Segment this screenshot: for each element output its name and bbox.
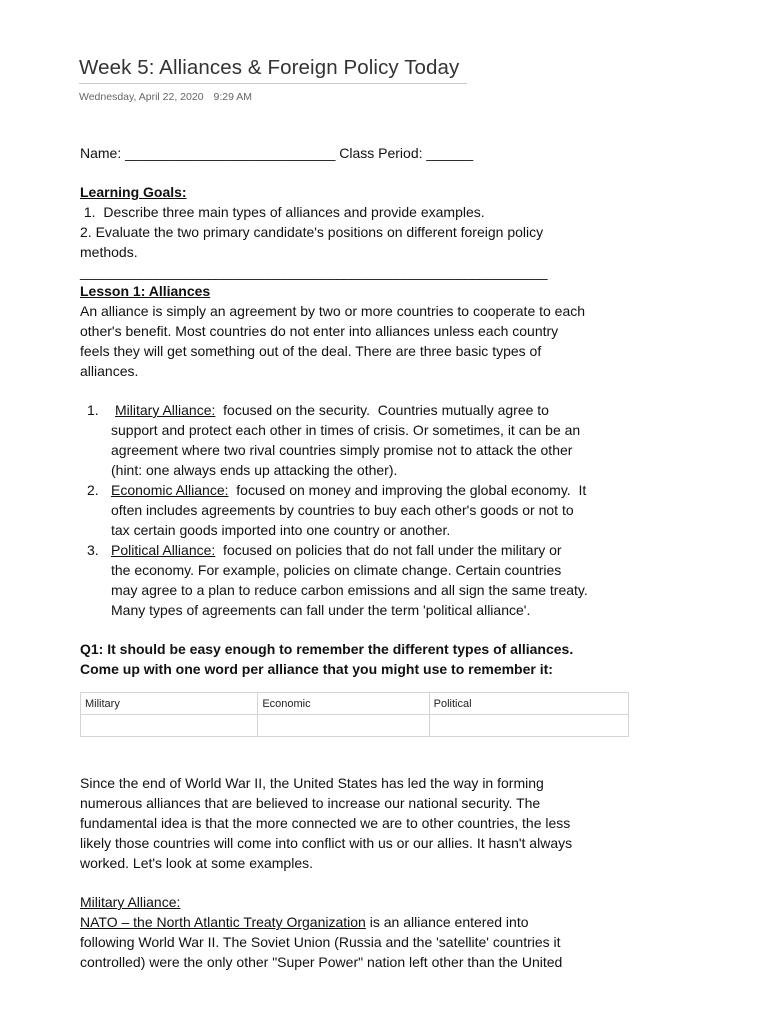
list-item-text: may agree to a plan to reduce carbon emissions and all sign the same treaty. xyxy=(111,582,588,598)
section-divider: ______________________________________________________________ xyxy=(80,264,548,280)
paragraph-line: Since the end of World War II, the United States has led the way in forming xyxy=(80,775,544,791)
list-item-text: agreement where two rival countries simply promise not to attack the other xyxy=(111,442,573,458)
time-text: 9:29 AM xyxy=(213,91,253,103)
paragraph-line: controlled) were the only other "Super Power" nation left other than the United xyxy=(80,954,563,970)
paragraph-line: following World War II. The Soviet Union (Russia and the 'satellite' countries it xyxy=(80,934,561,950)
answer-cell-political[interactable] xyxy=(429,715,628,737)
page-title: Week 5: Alliances & Foreign Policy Today xyxy=(79,56,460,79)
list-item-first-line xyxy=(115,400,549,420)
list-item-first-line xyxy=(111,540,562,560)
list-number: 3. xyxy=(87,542,99,558)
paragraph-line: numerous alliances that are believed to increase our national security. The xyxy=(80,795,541,811)
table-answer-row xyxy=(81,715,629,737)
paragraph-line: worked. Let's look at some examples. xyxy=(80,855,314,871)
table-header-economic: Economic xyxy=(258,693,429,715)
lesson1-intro-line: alliances. xyxy=(80,363,139,379)
list-number: 2. xyxy=(87,482,99,498)
list-item-text: support and protect each other in times of crisis. Or sometimes, it can be an xyxy=(111,422,581,438)
nato-link[interactable]: NATO – the North Atlantic Treaty Organization xyxy=(80,914,366,930)
lesson1-intro-line: other's benefit. Most countries do not enter into alliances unless each country xyxy=(80,323,559,339)
date-text: Wednesday, April 22, 2020 xyxy=(79,91,204,103)
list-item-text: focused on money and improving the global economy. It xyxy=(228,482,587,498)
page-timestamp xyxy=(79,91,252,103)
table-header-military: Military xyxy=(81,693,258,715)
paragraph-line: likely those countries will come into conflict with us or our allies. It hasn't always xyxy=(80,835,573,851)
list-item-first-line xyxy=(111,480,586,500)
list-number: 1. xyxy=(87,402,99,418)
list-item-text: focused on the security. Countries mutually agree to xyxy=(215,402,549,418)
lesson1-heading: Lesson 1: Alliances xyxy=(80,283,211,299)
list-item-text: (hint: one always ends up attacking the other). xyxy=(111,462,398,478)
learning-goal-1: 1. Describe three main types of alliances and provide examples. xyxy=(80,204,485,220)
question-1-line2: Come up with one word per alliance that you might use to remember it: xyxy=(80,661,553,677)
nato-text: is an alliance entered into xyxy=(365,914,529,930)
list-item-text: often includes agreements by countries to buy each other's goods or not to xyxy=(111,502,574,518)
answer-cell-military[interactable] xyxy=(81,715,258,737)
lesson1-intro-line: feels they will get something out of the deal. There are three basic types of xyxy=(80,343,542,359)
answer-cell-economic[interactable] xyxy=(258,715,429,737)
title-underline xyxy=(79,83,467,84)
table-header-political: Political xyxy=(429,693,628,715)
question-1-line1: Q1: It should be easy enough to remember the different types of alliances. xyxy=(80,641,574,657)
name-class-period-line: Name: ___________________________ Class Period: ______ xyxy=(80,145,474,161)
q1-answer-table xyxy=(80,692,629,737)
military-alliance-term: Military Alliance: xyxy=(115,402,216,418)
lesson1-intro-line: An alliance is simply an agreement by two or more countries to cooperate to each xyxy=(80,303,586,319)
learning-goal-2-line2: methods. xyxy=(80,244,138,260)
nato-line xyxy=(80,912,529,932)
learning-goals-heading: Learning Goals: xyxy=(80,184,187,200)
list-item-text: tax certain goods imported into one country or another. xyxy=(111,522,451,538)
list-item-text: the economy. For example, policies on climate change. Certain countries xyxy=(111,562,562,578)
list-item-text: Many types of agreements can fall under the term 'political alliance'. xyxy=(111,602,531,618)
learning-goal-2-line1: 2. Evaluate the two primary candidate's positions on different foreign policy xyxy=(80,224,544,240)
political-alliance-term: Political Alliance: xyxy=(111,542,216,558)
paragraph-line: fundamental idea is that the more connected we are to other countries, the less xyxy=(80,815,571,831)
economic-alliance-term: Economic Alliance: xyxy=(111,482,229,498)
table-header-row xyxy=(81,693,629,715)
military-alliance-heading: Military Alliance: xyxy=(80,894,181,910)
list-item-text: focused on policies that do not fall under the military or xyxy=(215,542,562,558)
